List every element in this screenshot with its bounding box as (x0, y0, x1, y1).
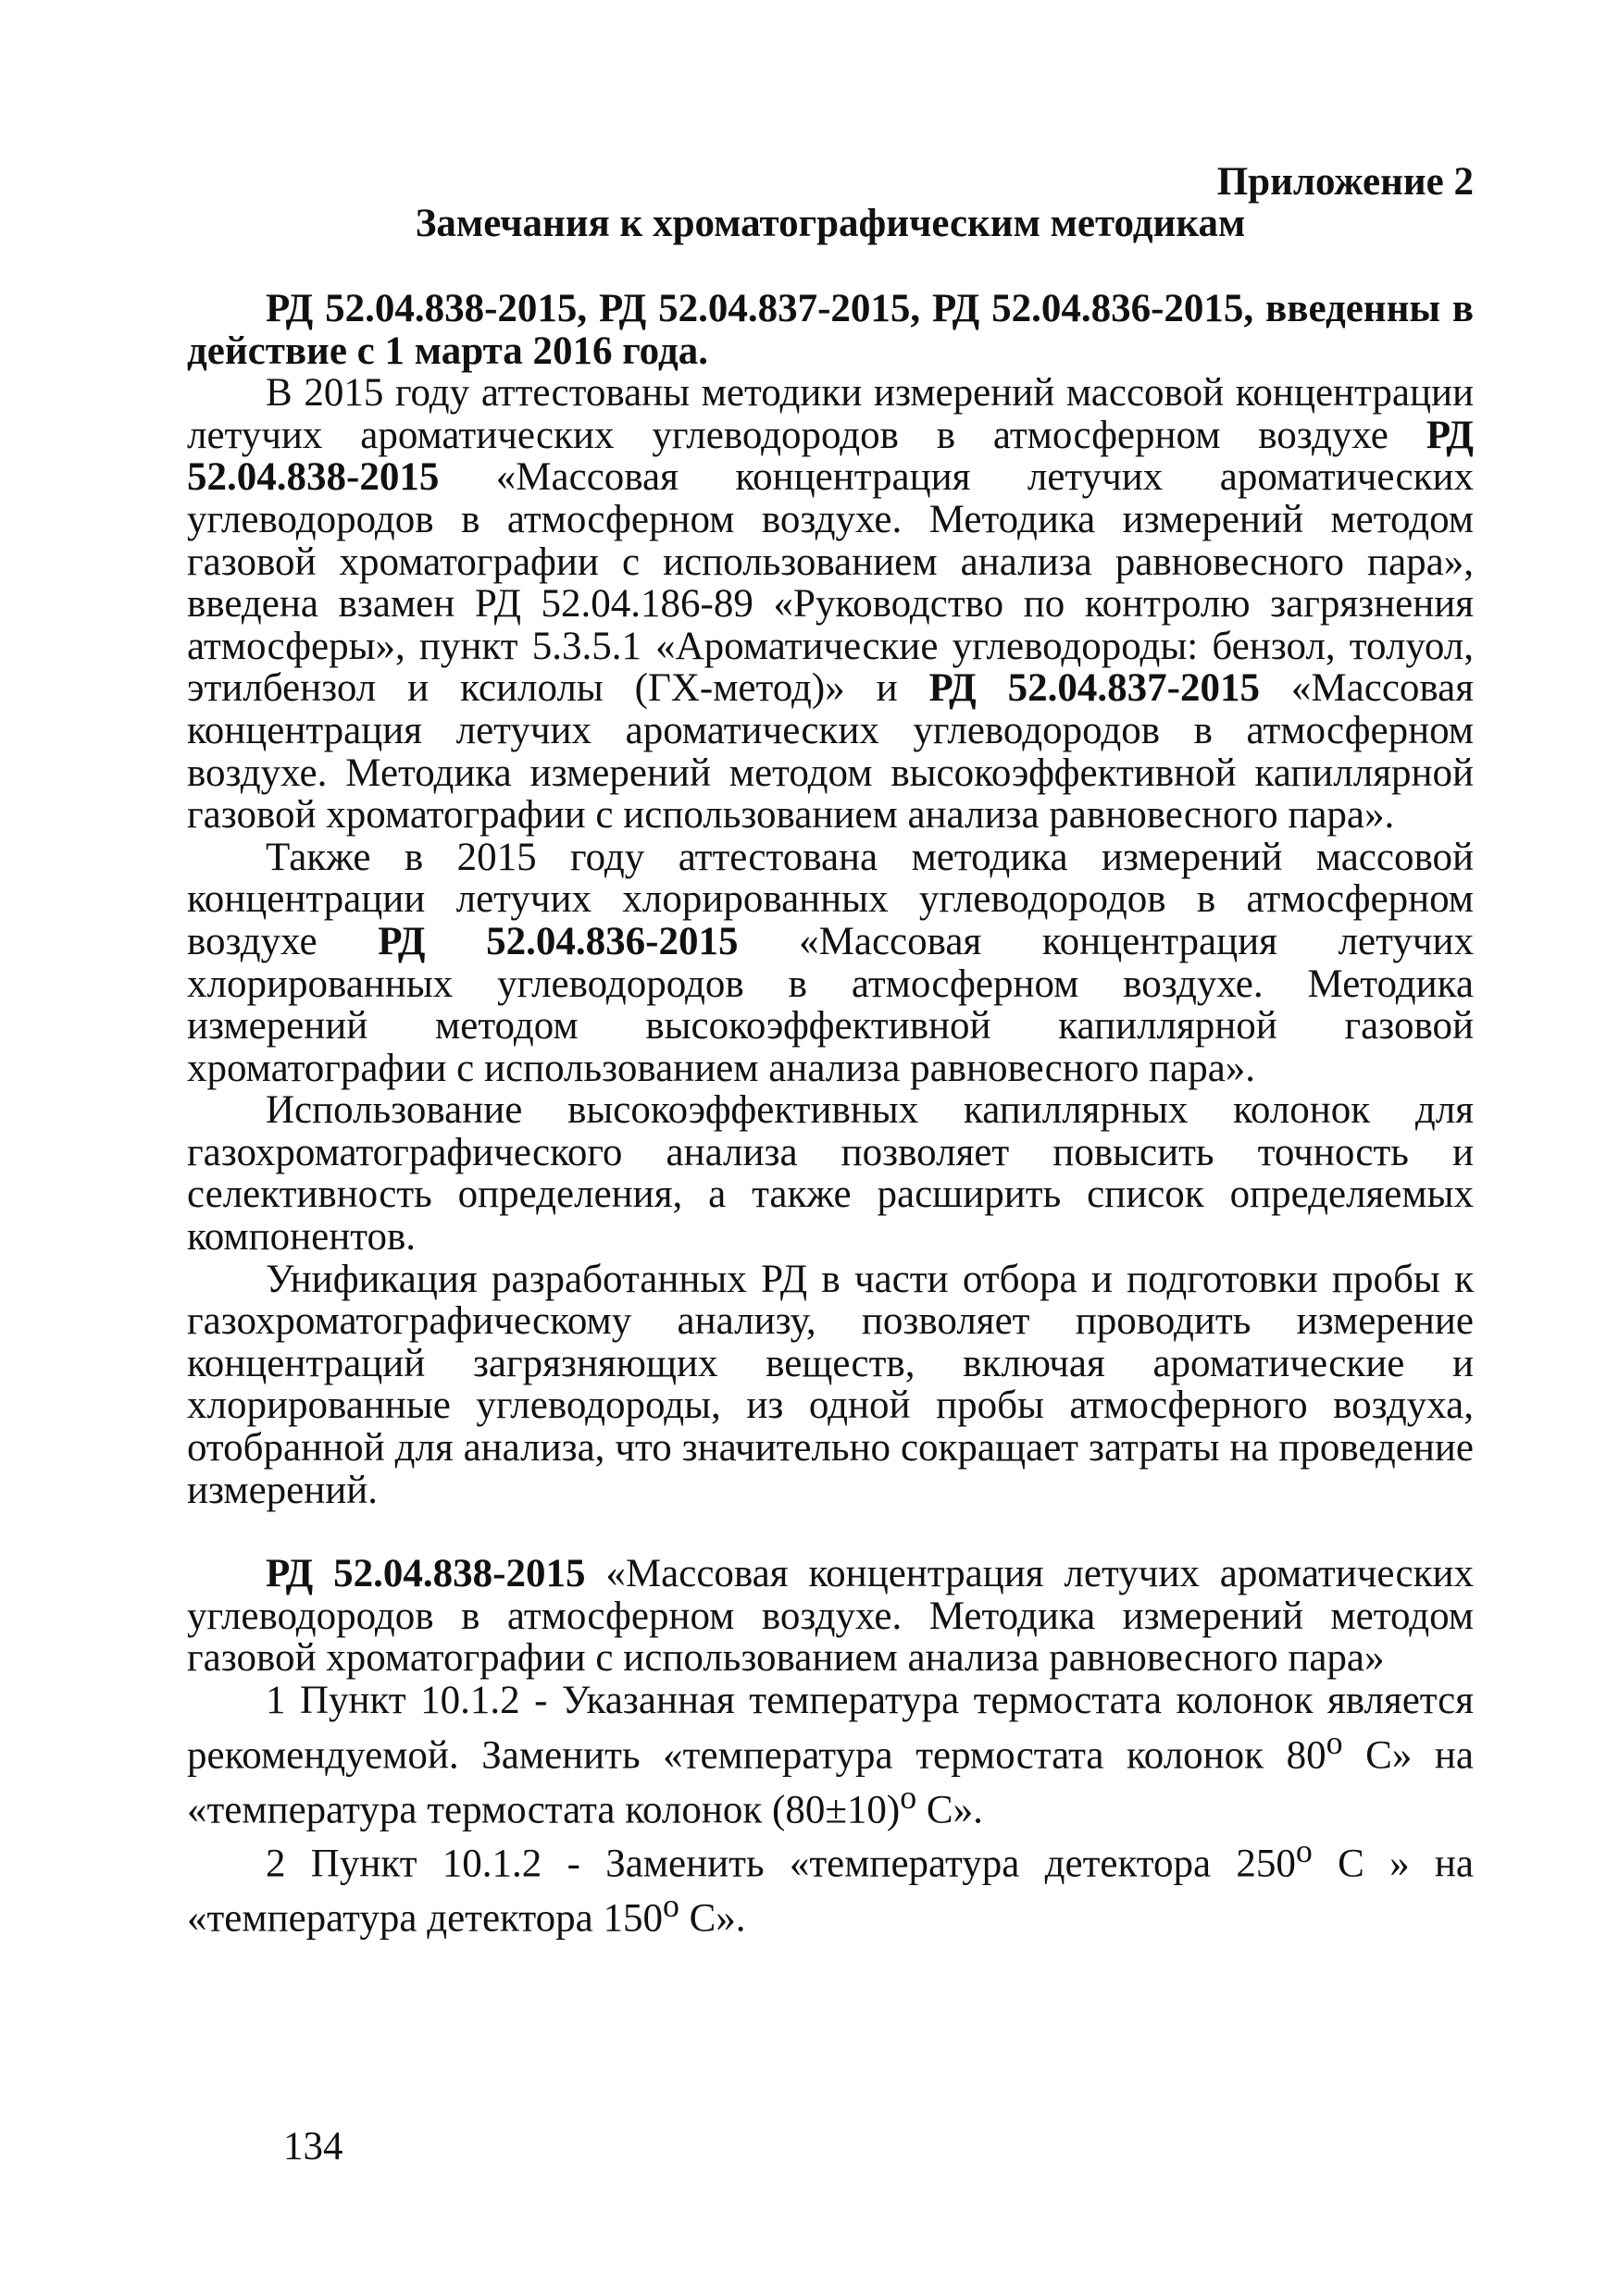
section-838-item-2 (187, 1831, 1474, 1940)
degree-mark: о (662, 1887, 679, 1925)
intro-heading: РД 52.04.838-2015, РД 52.04.837-2015, РД 52.04.836-2015, введенны в действие с 1 марта 2016 года. (187, 287, 1474, 373)
section-838-code: РД 52.04.838-2015 (266, 1552, 586, 1596)
document-body (187, 288, 1474, 1940)
intro-paragraph-1 (187, 372, 1474, 837)
intro-p2-text-c: «Массовая концентрация летучих хлорированных углеводородов в атмосферном воздухе. Методика измерений методом высокоэффективной капиллярной газовой хроматографии с использованием анализа равновесного пара». (187, 919, 1474, 1090)
intro-p1-code-837: РД 52.04.837-2015 (928, 666, 1260, 711)
intro-paragraph-2 (187, 837, 1474, 1090)
section-838-title: «Массовая концентрация летучих ароматических углеводородов в атмосферном воздухе. Методика измерений методом газовой хроматографии с использованием анализа равновесного пара» (187, 1552, 1474, 1681)
intro-paragraph-3: Использование высокоэффективных капиллярных колонок для газохроматографического анализа позволяет повысить точность и селективность определения, а также расширить список определяемых компонентов. (187, 1088, 1474, 1260)
intro-p1-text-e: «Массовая концентрация летучих ароматических углеводородов в атмосферном воздухе. Методика измерений методом высокоэффективной капиллярной газовой хроматографии с использованием анализа равновесного пара». (187, 666, 1474, 838)
appendix-title: Замечания к хроматографическим методикам (415, 202, 1246, 245)
section-838-heading (187, 1553, 1474, 1680)
degree-mark: о (900, 1778, 917, 1816)
item-2-text-c: С». (679, 1896, 746, 1941)
degree-mark: о (1326, 1723, 1343, 1761)
item-2-text-b: С » на «температура детектора 150 (187, 1842, 1475, 1941)
intro-p2-text-a: Также в 2015 году аттестована методика измерений массовой концентрации летучих хлорированных углеводородов в атмосферном воздухе (187, 835, 1474, 963)
intro-p2-code-836: РД 52.04.836-2015 (378, 919, 739, 963)
intro-p1-text-a: В 2015 году аттестованы методики измерений массовой концентрации летучих ароматических углеводородов в атмосферном воздухе (187, 371, 1474, 457)
item-1-text-b: С» на «температура термостата колонок (80±10) (187, 1732, 1474, 1831)
degree-mark: о (1295, 1832, 1313, 1870)
intro-p1-text-c: «Массовая концентрация летучих ароматических углеводородов в атмосферном воздухе. Методика измерений методом газовой хроматографии с использованием анализа равновесного пара», введена взамен РД 52.04.186-89 «Руководство по контролю загрязнения атмосферы», пункт 5.3.5.1 «Ароматические углеводороды: бензол, толуол, этилбензол и ксилолы (ГХ-метод)» и (187, 455, 1474, 711)
section-838-item-1 (187, 1680, 1474, 1831)
item-1-text-a: 1 Пункт 10.1.2 - Указанная температура термостата колонок является рекомендуемой. Заменить «температура термостата колонок 80 (187, 1679, 1474, 1777)
intro-p1-code-838: РД 52.04.838-2015 (187, 413, 1474, 500)
intro-paragraph-4: Унификация разработанных РД в части отбора и подготовки пробы к газохроматографическому анализу, позволяет проводить измерение концентраций загрязняющих веществ, включая ароматические и хлорированные углеводороды, из одной пробы атмосферного воздуха, отобранной для анализа, что значительно сокращает затраты на проведение измерений. (187, 1257, 1474, 1512)
item-2-text-a: 2 Пункт 10.1.2 - Заменить «температура детектора 250 (266, 1842, 1296, 1886)
appendix-label: Приложение 2 (1216, 160, 1474, 204)
item-1-text-c: С». (916, 1787, 983, 1831)
document-page (187, 0, 1474, 2296)
page-number: 134 (283, 2125, 343, 2168)
